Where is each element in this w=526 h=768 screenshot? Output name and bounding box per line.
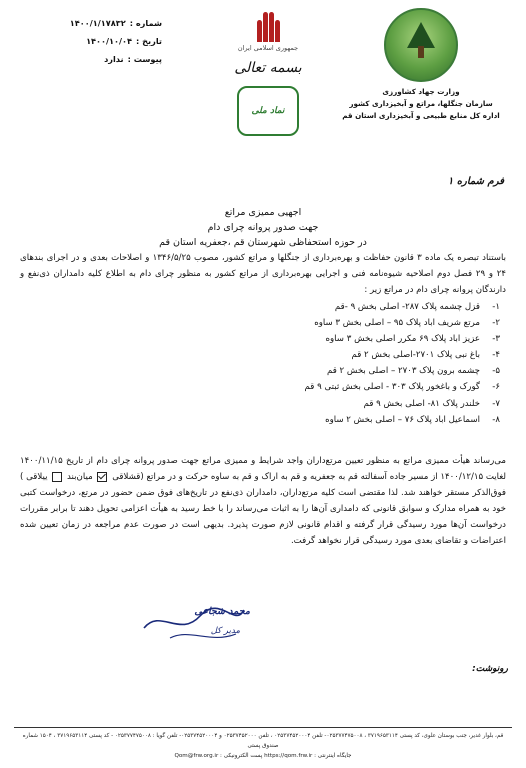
tree-shape [407,22,435,48]
list-item: ۶- گورک و باغخور پلاک ۳۰۳ - اصلی بخش ثبتی ۹ قم [304,382,500,393]
date-value: ۱۴۰۰/۱۰/۰۴ [86,36,133,46]
form-number: فرم شماره ۱ [447,176,504,187]
number-value: ۱۴۰۰/۱/۱۷۸۳۲ [69,18,126,28]
center-header [218,8,318,136]
route-text: لغایت ۱۴۰۰/۱۲/۱۵ از مسیر جاده آسفالته قم به جعفریه و قم به اراک و قم به ساوه حرکت و در مراتع (قشلاقی [112,472,507,482]
seal-text: نماد ملی [251,106,285,116]
org-line-office: اداره کل منابع طبیعی و آبخیزداری استان قم [342,111,500,120]
letter-attachment-row [12,50,162,68]
list-item: ۱- قزل چشمه پلاک ۲۸۷- اصلی بخش ۹ -قم [334,302,500,312]
letter-date-row [12,32,162,50]
attachment-value: ندارد [104,54,124,64]
checkbox-empty-icon [52,472,62,482]
option-yeylaghi: ییلاقی [26,472,48,482]
tree-trunk-shape [418,46,424,58]
date-label: تاریخ : [136,36,162,46]
option-miyanband: میان‌بند [67,472,93,482]
number-label: شماره : [129,18,162,28]
republic-text: جمهوری اسلامی ایران [237,44,299,52]
notice-titles [0,205,526,250]
footer-address: قم، بلوار غدیر، جنب بوستان علوی، کد پستی ۳۷۱۹۶۵۳۱۱۴ ، ۰۲۵۳۷۷۴۷۵۰۰۸- تلفن ۰۲۵۳۷۴۵۲۰۰۰۴ ، تلفن ۰۲۵۳۷۴۵۲۰۰۰ و ۰۲۵۳۷۴۵۲۰۰۰۴- تلفن گویا : ۰۲۵۳۷۷۴۷۵۰۰۸ - کد پستی ۳۷۱۹۶۵۳۱۱۴ ، ۱۵۰۴ شماره صندوق پستی [22,733,504,749]
intro-paragraph: باستناد تبصره یک ماده ۳ قانون حفاظت و بهره‌برداری از جنگلها و مراتع کشور، مصوب ۱۳۴۶/۵/۲۵ و اصلاحات بعدی و در اجرای بندهای ۲۴ و ۲۹ فصل دوم اصلاحیه شیوه‌نامه فنی و اجرایی بهره‌برداری از مراتع کشور به منظور چرای دام به اطلاع کلیه دامداران ذی‌نفع و دارندگان پروانه چرای دام در مراتع زیر : [20,253,506,295]
instructions-text: ) فوق‌الذکر مستقر خواهند شد. لذا مقتضی است کلیه مرتع‌داران، دامداران ذی‌نفع در تاریخ‌های فوق ضمن حضور در مرتع، درخواست کتبی خود به همراه مدارک و سوابق قانونی که دامداری آن‌ها را به اثبات می‌رساند را با خط رسید به هیأت اعزامی تحویل دهند تا برابر مقررات درخواست آن‌ها مورد رسیدگی قرار گرفته و اقدام قانونی لازم صورت پذیرد. بدیهی است در صورت عدم مراجعه در زمان تعیین شده اعتراضات و تقاضای بعدی مورد رسیدگی قرار نخواهد گرفت. [20,472,506,546]
org-line-organization: سازمان جنگلها، مراتع و آبخیزداری کشور [349,99,493,108]
letter-number-row [12,14,162,32]
org-names [326,86,516,122]
signer-title: مدیر کل [210,626,240,636]
notice-region: در حوزه استحفاظی شهرستان قم ،جعفریه استان قم [159,237,367,248]
bismillah: بسمه تعالی [234,60,302,76]
national-symbol-seal [237,86,299,136]
list-item: ۲- مرتع شریف اباد پلاک ۹۵ – اصلی بخش ۳ ساوه [314,318,500,329]
ministry-logo-icon [384,8,458,82]
copy-label: رونوشت: [472,664,508,674]
letter-meta [12,14,162,68]
list-item: ۷- خلندر پلاک ۸۱- اصلی بخش ۹ قم [363,398,500,409]
footer-contact [14,731,512,761]
iran-emblem-icon [255,8,281,42]
checkbox-checked-icon [97,472,107,482]
rangeland-list [30,299,500,428]
org-line-ministry: وزارت جهاد کشاورزی [382,87,460,96]
schedule-text: می‌رساند هیأت ممیزی مراتع به منظور تعیین مرتع‌داران واجد شرایط و ممیزی مراتع جهت صدور پروانه چرای دام از تاریخ ۱۴۰۰/۱۱/۱۵ [20,456,506,466]
notice-subtitle: جهت صدور پروانه چرای دام [207,222,319,233]
footer-divider [14,727,512,728]
attachment-label: پیوست : [127,54,162,64]
list-item: ۵- چشمه برون پلاک ۲۷۰۳ – اصلی بخش ۲ قم [326,366,500,377]
footer-web: جایگاه اینترنتی : https://qom.frw.ir پست الکترونیکی : Qom@frw.org.ir [174,753,352,759]
list-item: ۳- عزیز اباد پلاک ۶۹ مکرر اصلی بخش ۳ ساوه [325,334,500,345]
notice-title: اجهیی ممیزی مراتع [224,207,302,218]
signer-name: محمد شجاعی [194,606,250,617]
ministry-header [326,8,516,122]
list-item: ۸- اسماعیل اباد پلاک ۷۶ – اصلی بخش ۲ ساوه [325,414,500,425]
list-item: ۴- باغ نبی پلاک ۲۷۰۱-اصلی بخش ۲ قم [351,350,500,361]
signature-block [140,598,250,648]
closing-paragraph [20,453,506,549]
